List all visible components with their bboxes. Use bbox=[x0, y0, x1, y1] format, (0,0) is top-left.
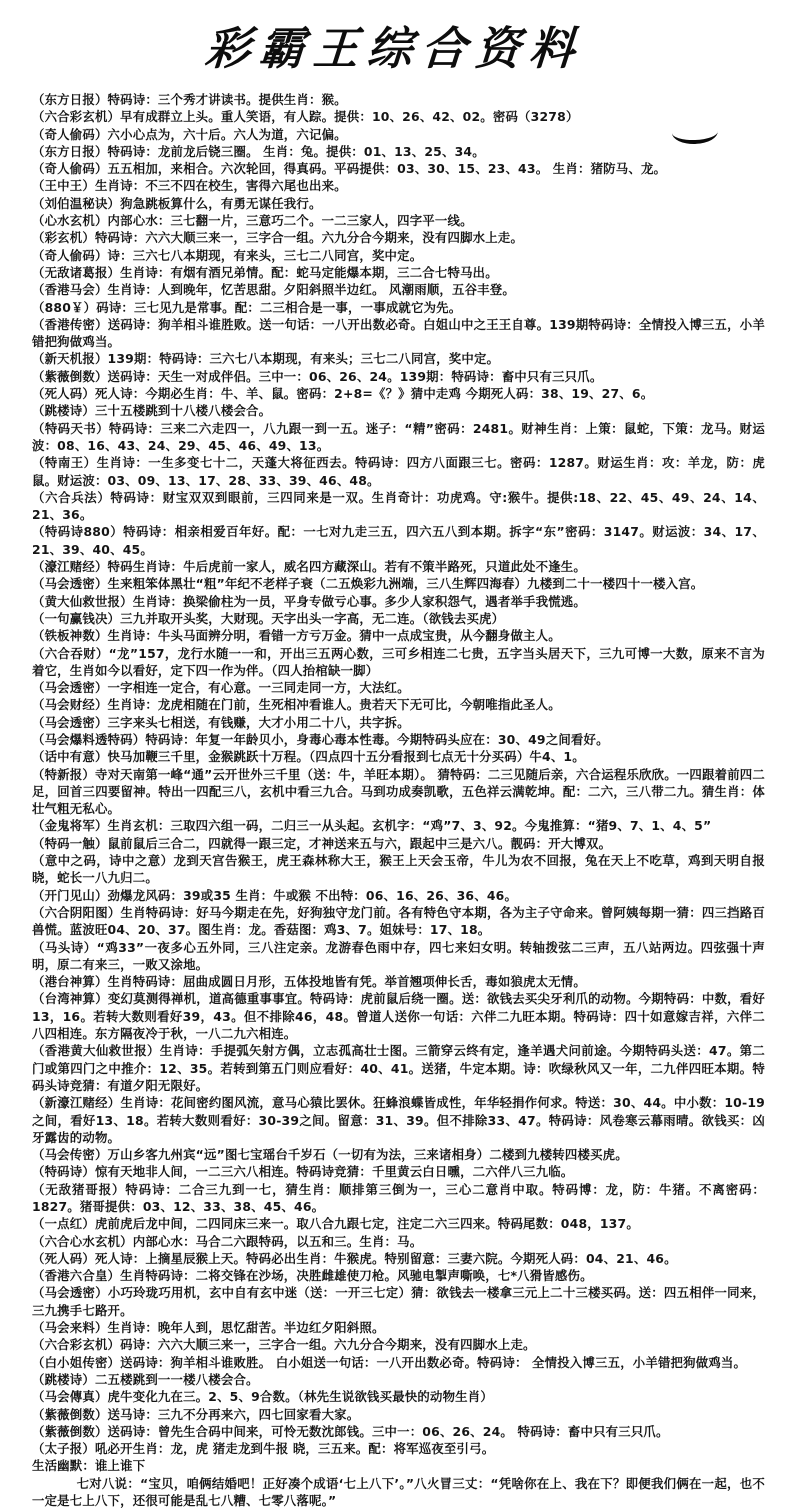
document-line: （死人码）死人诗：今期必生肖：牛、羊、鼠。密码：2+8=《？》猜中走鸡 今期死人码：38、19、27、6。 bbox=[32, 386, 654, 402]
document-body bbox=[0, 83, 789, 1509]
document-line: （六合阴阳图）生肖特码诗：好马今期走在先，好狗独守龙门前。各有特色守本期，各为主子守命来。曾阿姨每期一猜：四三挡路百兽慌。蓝波旺04、20、37。图生肖：龙。香菇图：鸡3、7。姐妹号：17、18。 bbox=[32, 904, 765, 938]
document-line: （六合彩玄机）码诗：六六大顺三来一，三字合一组。六九分合今期来，没有四脚水上走。 bbox=[32, 1337, 536, 1353]
document-line: （马会来料）生肖诗：晚年人到，思忆甜苦。半边红夕阳斜照。 bbox=[32, 1320, 385, 1336]
document-line: （特码诗880）特码诗：相亲相爱百年好。配：一七对九走三五，四六五八到本期。拆字“东”密码：3147。财运波：34、17、21、39、40、45。 bbox=[32, 524, 765, 557]
document-page bbox=[0, 12, 789, 1509]
document-line: （马会爆料透特码）特码诗：年复一年龄贝小，身毒心毒本性毒。今期特码头应在：30、49之间看好。 bbox=[32, 731, 609, 747]
document-line: （马会透密）生来粗笨体黑壮“粗”年纪不老样子衰（二五焕彩九洲端，三八生辉四海春）九楼到二十一楼四十一楼入宫。 bbox=[32, 576, 704, 592]
document-line: （新濠江赌经）生肖诗：花间密约图风流，意马心猿比罢休。狂蜂浪蝶皆成性，年华轻捐作何求。特送：30、44。中小数：10-19之间，看好13、18。若转大数则看好：30-39之间。留意：31、39。但不排除33、47。特码诗：风卷寒云幕雨晴。欲钱买：凶牙露齿的动物。 bbox=[32, 1095, 765, 1145]
document-line: （马会传密）万山乡客九州宾“远”图七宝瑶台千岁石（一切有为法，三来诸相身）二楼到九楼转四楼买虎。 bbox=[32, 1147, 628, 1163]
document-line: （话中有意）快马加鞭三千里，金猴跳跃十万程。（四点四十五分看报到七点无十分买码）牛4、1。 bbox=[32, 749, 585, 765]
document-line: （特码一触）鼠前鼠后三合二，四就得一跟三定，才神送来五与六，跟起中三是六八。靓码：开大博双。 bbox=[32, 835, 612, 851]
document-line: （六合兵法）特码诗：财宝双双到眼前，三四同来是一双。生肖奇计：功虎鸡。守:猴牛。提供:18、22、45、49、24、14、21、36。 bbox=[32, 489, 765, 523]
document-line: （880￥）码诗：三七见九是常事。配：二三相合是一事，一事成就它为先。 bbox=[32, 299, 462, 315]
document-line: （紫薇倒数）送码诗：天生一对成伴侣。三中一：06、26、24。139期：特码诗：畜中只有三只爪。 bbox=[32, 368, 603, 384]
document-line: （马会傳真）虎牛变化九在三。2、5、9合数。（林先生说欲钱买最快的动物生肖） bbox=[32, 1389, 493, 1405]
document-line: （无敌诸葛报）生肖诗：有烟有酒兄弟情。配：蛇马定能爆本期，三二合七特马出。 bbox=[32, 264, 498, 280]
document-line: （新天机报）139期：特码诗：三六七八本期现，有来头；三七二八同宫，奖中定。 bbox=[32, 351, 500, 367]
page-title: 彩霸王综合资料 bbox=[203, 22, 586, 75]
document-line: （台湾神算）变幻莫测得禅机，道高德重事事宜。特码诗：虎前鼠后绕一圈。送：欲钱去买尖牙利爪的动物。今期特码：中数，看好13，16。若转大数则看好39，43。但不排除46，48。曾道人送你一句话：六伴二九旺本期。特码诗：四十如意嫁吉祥，六伴二八四相连。东方隔夜冷于秋，一八二九六相连。 bbox=[32, 991, 765, 1042]
document-line: （香港六合皇）生肖特码诗：二将交锋在沙场，决胜雌雄使刀枪。风驰电掣声嘶唤，七*八猾皆感伤。 bbox=[32, 1268, 593, 1284]
document-line: （王中王）生肖诗：不三不四在校生，害得六尾也出来。 bbox=[32, 178, 347, 194]
document-line: （特码诗）惊有天地非人间，一二三六八相连。特码诗竞猜：千里黄云白日曛，二六伴八三九临。 bbox=[32, 1164, 574, 1180]
document-line: （一句赢钱决）三九并取开头奖，大财现。天字出头一字高，无二连。（欲钱去买虎） bbox=[32, 610, 505, 626]
document-line: （开门见山）劲爆龙风码：39或35 生肖：牛或猴 不出特：06、16、26、36、46。 bbox=[32, 887, 518, 903]
document-line: （香港黄大仙救世报）生肖诗：手提弧矢射方偶，立志孤高壮士图。三箭穿云终有定，逢羊遇犬问前途。今期特码头送：47。第二门或第四门之中推介：12、35。若转到第五门则应看好：40、41。送猪，牛定本期。诗：吹绿秋风又一年，二九伴四旺本期。特码头诗竞猜：有道夕阳无限好。 bbox=[32, 1043, 765, 1093]
document-line: （紫薇倒数）送马诗：三九不分再来六，四七回家看大家。 bbox=[32, 1406, 360, 1422]
document-line: （特新报）寺对天南第一峰“通”云开世外三千里（送：牛，羊旺本期）。 猜特码：二三见随后亲，六合运程乐欣欣。一四跟着前四二足，回首三四要留神。特出一四配三八，玄机中看三九合。马到功成奏凯歌，五色祥云满乾坤。配：二六，三八带二九。猜生肖：体壮气粗无私心。 bbox=[32, 766, 765, 817]
document-line: （无敌猪哥报）特码诗：二合三九到一七，猜生肖：顺排第三倒为一，三心二意肖中取。特码博：龙，防：牛猪。不离密码：1827。猪哥提供：03、12、33、38、45、46。 bbox=[32, 1181, 765, 1214]
document-line: （马会透密）小巧玲珑巧用机，玄中自有玄中迷（送：一开三七定）猜：欲钱去一楼拿三元上二十三楼买码。送：四五相伴一同来，三九携手七路开。 bbox=[32, 1285, 765, 1318]
document-line: （特南王）生肖诗：一生多变七十二，天蓬大将征西去。特码诗：四方八面跟三七。密码：1287。财运生肖：攻：羊龙，防：虎鼠。财运波：03、09、13、17、28、33、39、46、48。 bbox=[32, 455, 765, 488]
document-line: （一点红）虎前虎后龙中间，二四同床三来一。取八合九跟七定，注定二六三四来。特码尾数：048，137。 bbox=[32, 1216, 639, 1232]
document-line: （奇人偷码）诗：三六七八本期现，有来头，三七二八同宫，奖中定。 bbox=[32, 247, 423, 263]
document-line: （六合吞财）“龙”157，龙行水随一一和，开出三五两心数，三可乡相连二七贵，五字当头居天下，三九可博一大数，原来不言为着它，生肖如今以看好，定下四一作为伴。（四人抬棺缺一脚） bbox=[32, 645, 765, 678]
document-line: （六合彩玄机）早有成群立上头。重人笑语，有人踪。提供：10、26、42、02。密码（3278） bbox=[32, 109, 579, 125]
document-line: （心水玄机）内部心水：三七翻一片，三意巧二个。一二三家人，四字平一线。 bbox=[32, 213, 473, 229]
document-line: （跳楼诗）二五楼跳到一一楼八楼会合。 bbox=[32, 1371, 259, 1387]
document-line: （马会财经）生肖诗：龙虎相随在门前，生死相冲看谁人。贵若天下无可比，今朝唯指此圣人。 bbox=[32, 697, 561, 713]
document-line: （东方日报）特码诗：龙前龙后铙三圈。 生肖：兔。提供：01、13、25、34。 bbox=[32, 143, 485, 159]
document-line: （意中之码，诗中之意）龙到天宫告猴王，虎王森林称大王，猴王上天会玉帝，牛儿为农不回报，兔在天上不吃草，鸡到天明自报晓，蛇长一八九归二。 bbox=[32, 853, 765, 886]
document-line: （彩玄机）特码诗：六六大顺三来一，三字合一组。六九分合今期来，没有四脚水上走。 bbox=[32, 230, 524, 246]
document-line: （濠江赌经）特码生肖诗：牛后虎前一家人，威名四方藏深山。若有不策半路死，只道此处不逢生。 bbox=[32, 559, 586, 575]
document-line: （金鬼将军）生肖玄机：三取四六组一码，二归三一从头起。玄机字：“鸡”7、3、92。今鬼推算：“猪9、7、1、4、5” bbox=[32, 818, 712, 834]
document-line: 七对八说：“宝贝，咱俩结婚吧！正好凑个成语‘七上八下’。”八火冒三丈：“凭啥你在上、我在下？即便我们俩在一起，也不一定是七上八下，还很可能是乱七八糟、七零八落呢。” bbox=[32, 1475, 765, 1509]
document-line: （刘伯温秘诀）狗急跳板算什么，有勇无谋任我行。 bbox=[32, 195, 322, 211]
document-line: （马会透密）三字来头七相送，有钱赚，大才小用二十八，共字拆。 bbox=[32, 714, 410, 730]
document-line: （香港马会）生肖诗：人到晚年，忆苦思甜。夕阳斜照半边红。 风潮雨顺，五谷丰登。 bbox=[32, 282, 515, 298]
document-line: （紫薇倒数）送码诗：曾先生合码中间来，可怜无数沈郎钱。三中一：06、26、24。 特码诗：畜中只有三只爪。 bbox=[32, 1423, 669, 1439]
document-line: （香港传密）送码诗：狗羊相斗谁胜败。送一句话：一八开出数必奇。白姐山中之王王自尊。139期特码诗：全情投入博三五，小羊错把狗做鸡当。 bbox=[32, 316, 765, 350]
document-line: （六合心水玄机）内部心水：马合二六跟特码，以五和三。生肖：马。 bbox=[32, 1233, 423, 1249]
document-line: （东方日报）特码诗：三个秀才讲读书。提供生肖：猴。 bbox=[32, 92, 347, 107]
document-line: （铁板神数）生肖诗：牛头马面辨分明，看错一方亏万金。猜中一点成宝贵，从今翻身做主人。 bbox=[32, 628, 561, 644]
document-line: （奇人偷码）五五相加，来相合。六次轮回，得真码。平码提供：03、30、15、23、43。 生肖：猪防马、龙。 bbox=[32, 161, 667, 177]
document-line: （太子报）吼必开生肖：龙，虎 猪走龙到牛报 晓，三五来。配：将军巡夜至引弓。 bbox=[32, 1441, 495, 1457]
document-line: （跳楼诗）三十五楼跳到十八楼八楼会合。 bbox=[32, 403, 272, 419]
document-line: （奇人偷码）六小心点为，六十后。六人为道，六记偏。 bbox=[32, 126, 347, 142]
document-line: （马头诗）“鸡33”一夜多心五外同，三八注定亲。龙游春色雨中存，四七来妇女明。转轴拨弦二三声，五八站两边。四弦强十声明，原二有来三，一败又涂地。 bbox=[32, 939, 765, 972]
document-line: （港台神算）生肖特码诗：屈曲成圆日月形，五体投地皆有凭。举首翘项伸长舌，毒如狼虎太无情。 bbox=[32, 974, 586, 990]
document-line: （马会透密）一字相连一定合，有心意。一三同走同一方，大法红。 bbox=[32, 680, 410, 696]
document-line: （特码天书）特码诗：三来二六走四一，八九跟一到一五。迷子：“精”密码：2481。财神生肖：上策：鼠蛇，下策：龙马。财运波：08、16、43、24、29、45、46、49、13。 bbox=[32, 420, 765, 453]
document-line: 生活幽默：谁上谁下 bbox=[32, 1458, 146, 1474]
document-line: （黄大仙救世报）生肖诗：换梁偷柱为一员，平身专做亏心事。多少人家积怨气，遇者举手我慌逃。 bbox=[32, 593, 586, 609]
document-line: （死人码）死人诗：上摘星辰猴上天。特码必出生肖：牛猴虎。特别留意：三妻六院。今期死人码：04、21、46。 bbox=[32, 1250, 677, 1266]
document-line: （白小姐传密）送码诗：狗羊相斗谁败胜。 白小姐送一句话：一八开出数必奇。特码诗： 全情投入博三五，小羊错把狗做鸡当。 bbox=[32, 1354, 747, 1370]
